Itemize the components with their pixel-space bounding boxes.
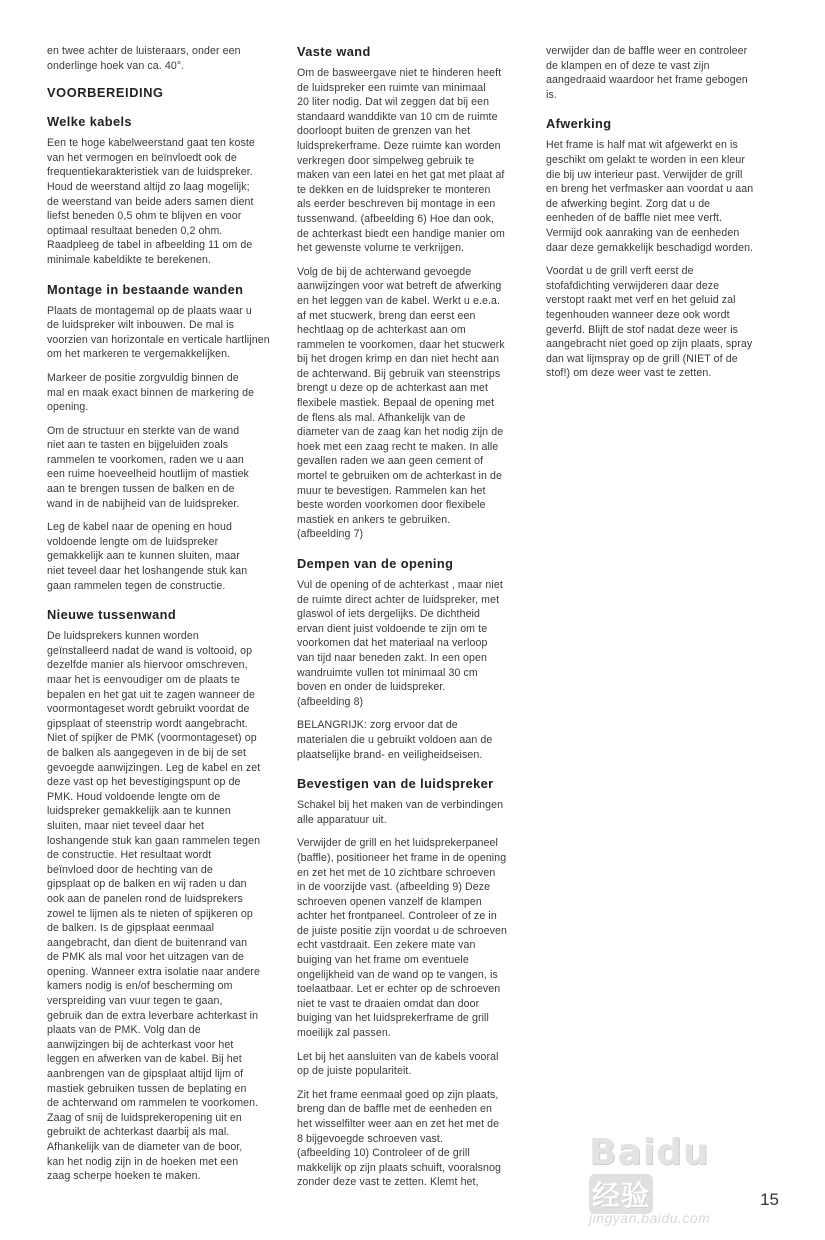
column-middle: [297, 44, 529, 1199]
paragraph-bevestigen-3: Let bij het aansluiten van de kabels vooral op de juiste populariteit.: [297, 1050, 499, 1078]
column-left: [47, 44, 279, 1193]
heading-nieuwe-tussenwand: Nieuwe tussenwand: [47, 607, 177, 623]
watermark-url: jingyan.baidu.com: [589, 1210, 711, 1226]
paragraph-nieuwe-tussenwand: De luidsprekers kunnen worden geïnstalleerd nadat de wand is voltooid, op dezelfde manier als hiervoor omschreven, maar het is eenvoudiger om de plaats te bepalen en het gat uit te zagen wanneer de voormontageset wordt gebruikt voordat de gipsplaat of steenstrip wordt aangebracht. Niet of spijker de PMK (voormontageset) op de balken als aangegeven in de bij de set gevoegde aanwijzingen. Leg de kabel en zet deze vast op het bevestigingspunt op de PMK. Houd voldoende lengte om de luidspreker gemakkelijk aan te kunnen sluiten, maar niet teveel daar het loshangende stuk kan gaan rammelen tegen de constructie. Het resultaat wordt beïnvloed door de hechting van de gipsplaat op de balken en wij raden u dan ook aan de panelen rond de luidsprekers zowel te lijmen als te nieten of spijkeren op de balken. Is de gipsplaat eenmaal aangebracht, dan dient de buitenrand van de PMK als mal voor het uitzagen van de opening. Wanneer extra isolatie naar andere kamers nodig is en/of bescherming om verspreiding van vuur tegen te gaan, gebruik dan de extra leverbare achterkast in plaats van de PMK. Volg dan de aanwijzingen bij de achterkast voor het leggen en afwerken van de kabel. Bij het aanbrengen van de gipsplaat altijd lijm of mastiek gebruiken tussen de beplating en de achterwand om rammelen te voorkomen. Zaag of snij de luidsprekeropening uit en gebruikt de achterkast daarbij als mal. Afhankelijk van de diameter van de boor, kan het nodig zijn in de hoeken met een zaag scherpe hoeken te maken.: [47, 630, 261, 1183]
paragraph-afwerking-1: Het frame is half mat wit afgewerkt en is geschikt om gelakt te worden in een kleur die bij uw interieur past. Verwijder de grill en breng het verfmasker aan voordat u aan de afwerking begint. Zorg dat u de eenheden of de baffle niet mee verft. Vermijd ook aanraking van de eenheden daar deze gemakkelijk beschadigd worden.: [546, 139, 754, 254]
paragraph-dempen-2: BELANGRIJK: zorg ervoor dat de materialen die u gebruikt voldoen aan de plaatselijke brand- en veiligheidseisen.: [297, 719, 493, 761]
paragraph-montage-4: Leg de kabel naar de opening en houd voldoende lengte om de luidspreker gemakkelijk aan te kunnen sluiten, maar niet teveel daar het loshangende stuk kan gaan rammelen tegen de constructie.: [47, 521, 248, 592]
heading-montage-bestaande-wanden: Montage in bestaande wanden: [47, 281, 244, 297]
baidu-watermark: [589, 1132, 765, 1226]
paragraph-bevestigen-2: Verwijder de grill en het luidsprekerpaneel (baffle), positioneer het frame in de opening en zet het met de 10 zichtbare schroeven in de voorzijde vast. (afbeelding 9) Deze schroeven openen vanzelf de klampen achter het frontpaneel. Controleer of ze in de juiste positie zijn voordat u de schroeven echt vastdraait. Een zekere mate van buiging van het frame om eventuele ongelijkheid van de wand op te vangen, is toelaatbaar. Let er echter op de schroeven niet te vast te draaien omdat dan door buiging van het luidsprekerframe de grill moeilijk zal passen.: [297, 837, 508, 1040]
paragraph-montage-2: Markeer de positie zorgvuldig binnen de mal en maak exact binnen de markering de opening.: [47, 371, 255, 414]
paragraph-vaste-wand-1: Om de basweergave niet te hinderen heeft de luidspreker een ruimte van minimaal 20 liter nodig. Dat wil zeggen dat bij een standaard wanddikte van 10 cm de ruimte doorloopt buiten de grenzen van het luidsprekerframe. Deze ruimte kan worden verkregen door simpelweg gebruik te maken van een latei en het gat met plaat af te dekken en de luidspreker te monteren als eerder beschreven bij montage in een tussenwand. (afbeelding 6) Hoe dan ook, de achterkast biedt een handige manier om het gewenste volume te verkrijgen.: [297, 67, 505, 255]
page-number: 15: [760, 1190, 779, 1209]
column-right: [546, 44, 778, 390]
heading-vaste-wand: Vaste wand: [297, 44, 371, 59]
heading-afwerking: Afwerking: [546, 116, 612, 132]
paragraph-continued: verwijder dan de baffle weer en controleer de klampen en of deze te vast zijn aangedraaid waardoor het frame gebogen is.: [546, 45, 748, 101]
intro-paragraph: en twee achter de luisteraars, onder een onderlinge hoek van ca. 40°.: [47, 45, 241, 72]
paragraph-kabels: Een te hoge kabelweerstand gaat ten koste van het vermogen en beïnvloedt ook de frequentiekarakteristiek van de luidspreker. Houd de weerstand altijd zo laag mogelijk; de weerstand van beide aders samen dient liefst beneden 0,5 ohm te blijven en voor optimaal resultaat beneden 0,2 ohm. Raadpleeg de tabel in afbeelding 11 om de minimale kabeldikte te berekenen.: [47, 137, 255, 266]
paragraph-dempen-1: Vul de opening of de achterkast , maar niet de ruimte direct achter de luidspreker, met glaswol of iets dergelijks. De dichtheid ervan dient juist voldoende te zijn om te voorkomen dat het materiaal na verloop van tijd naar beneden zakt. In een open wandruimte vullen tot minimaal 30 cm boven en onder de luidspreker. (afbeelding 8): [297, 579, 503, 708]
paragraph-afwerking-2: Voordat u de grill verft eerst de stofafdichting verwijderen daar deze verstopt raakt met verf en het geluid zal tegenhouden wanneer deze ook wordt geverfd. Blijft de stof nadat deze weer is aangebracht niet goed op zijn plaats, spray dan wat lijmspray op de grill (NIET of de stof!) om deze weer vast te zetten.: [546, 265, 753, 380]
paragraph-montage-3: Om de structuur en sterkte van de wand niet aan te tasten en bijgeluiden zoals rammelen te voorkomen, raden we u aan een ruime hoeveelheid houtlijm of mastiek aan te brengen tussen de balken en de wand in de nabijheid van de luidspreker.: [47, 424, 249, 510]
baidu-logo-suffix: 经验: [589, 1174, 653, 1214]
heading-bevestigen-luidspreker: Bevestigen van de luidspreker: [297, 776, 494, 792]
heading-welke-kabels: Welke kabels: [47, 114, 132, 130]
paragraph-montage-1: Plaats de montagemal op de plaats waar u de luidspreker wilt inbouwen. De mal is voorzien van horizontale en verticale hartlijnen om het markeren te vergemakkelijken.: [47, 304, 270, 361]
heading-dempen-opening: Dempen van de opening: [297, 556, 454, 571]
section-heading-voorbereiding: VOORBEREIDING: [47, 85, 164, 101]
paragraph-bevestigen-4: Zit het frame eenmaal goed op zijn plaats, breng dan de baffle met de eenheden en het wisselfilter weer aan en zet het met de 8 bijgevoegde schroeven vast. (afbeelding 10) Controleer of de grill makkelijk op zijn plaats schuift, vooralsnog zonder deze vast te zetten. Klemt het,: [297, 1088, 502, 1189]
paragraph-vaste-wand-2: Volg de bij de achterwand gevoegde aanwijzingen voor wat betreft de afwerking en het leggen van de kabel. Werkt u e.e.a. af met stucwerk, breng dan eerst een hechtlaag op de achterkast aan om rammelen te voorkomen, daar het stucwerk bij het drogen krimp en dan niet hecht aan de achterwand. Bij gebruik van steenstrips brengt u deze op de achterkast aan met flexibele mastiek. Bepaal de opening met de flens als mal. Afhankelijk van de diameter van de zaag kan het nodig zijn de hoek met een zaag recht te maken. In alle gevallen raden we aan geen cement of mortel te gebruiken om de achterkast in de muur te bevestigen. Rammelen kan het beste worden voorkomen door flexibele mastiek en ankers te gebruiken. (afbeelding 7): [297, 265, 505, 541]
paragraph-bevestigen-1: Schakel bij het maken van de verbindingen alle apparatuur uit.: [297, 799, 504, 826]
baidu-logo: [589, 1132, 765, 1214]
baidu-logo-brand: Baidu: [589, 1132, 710, 1173]
